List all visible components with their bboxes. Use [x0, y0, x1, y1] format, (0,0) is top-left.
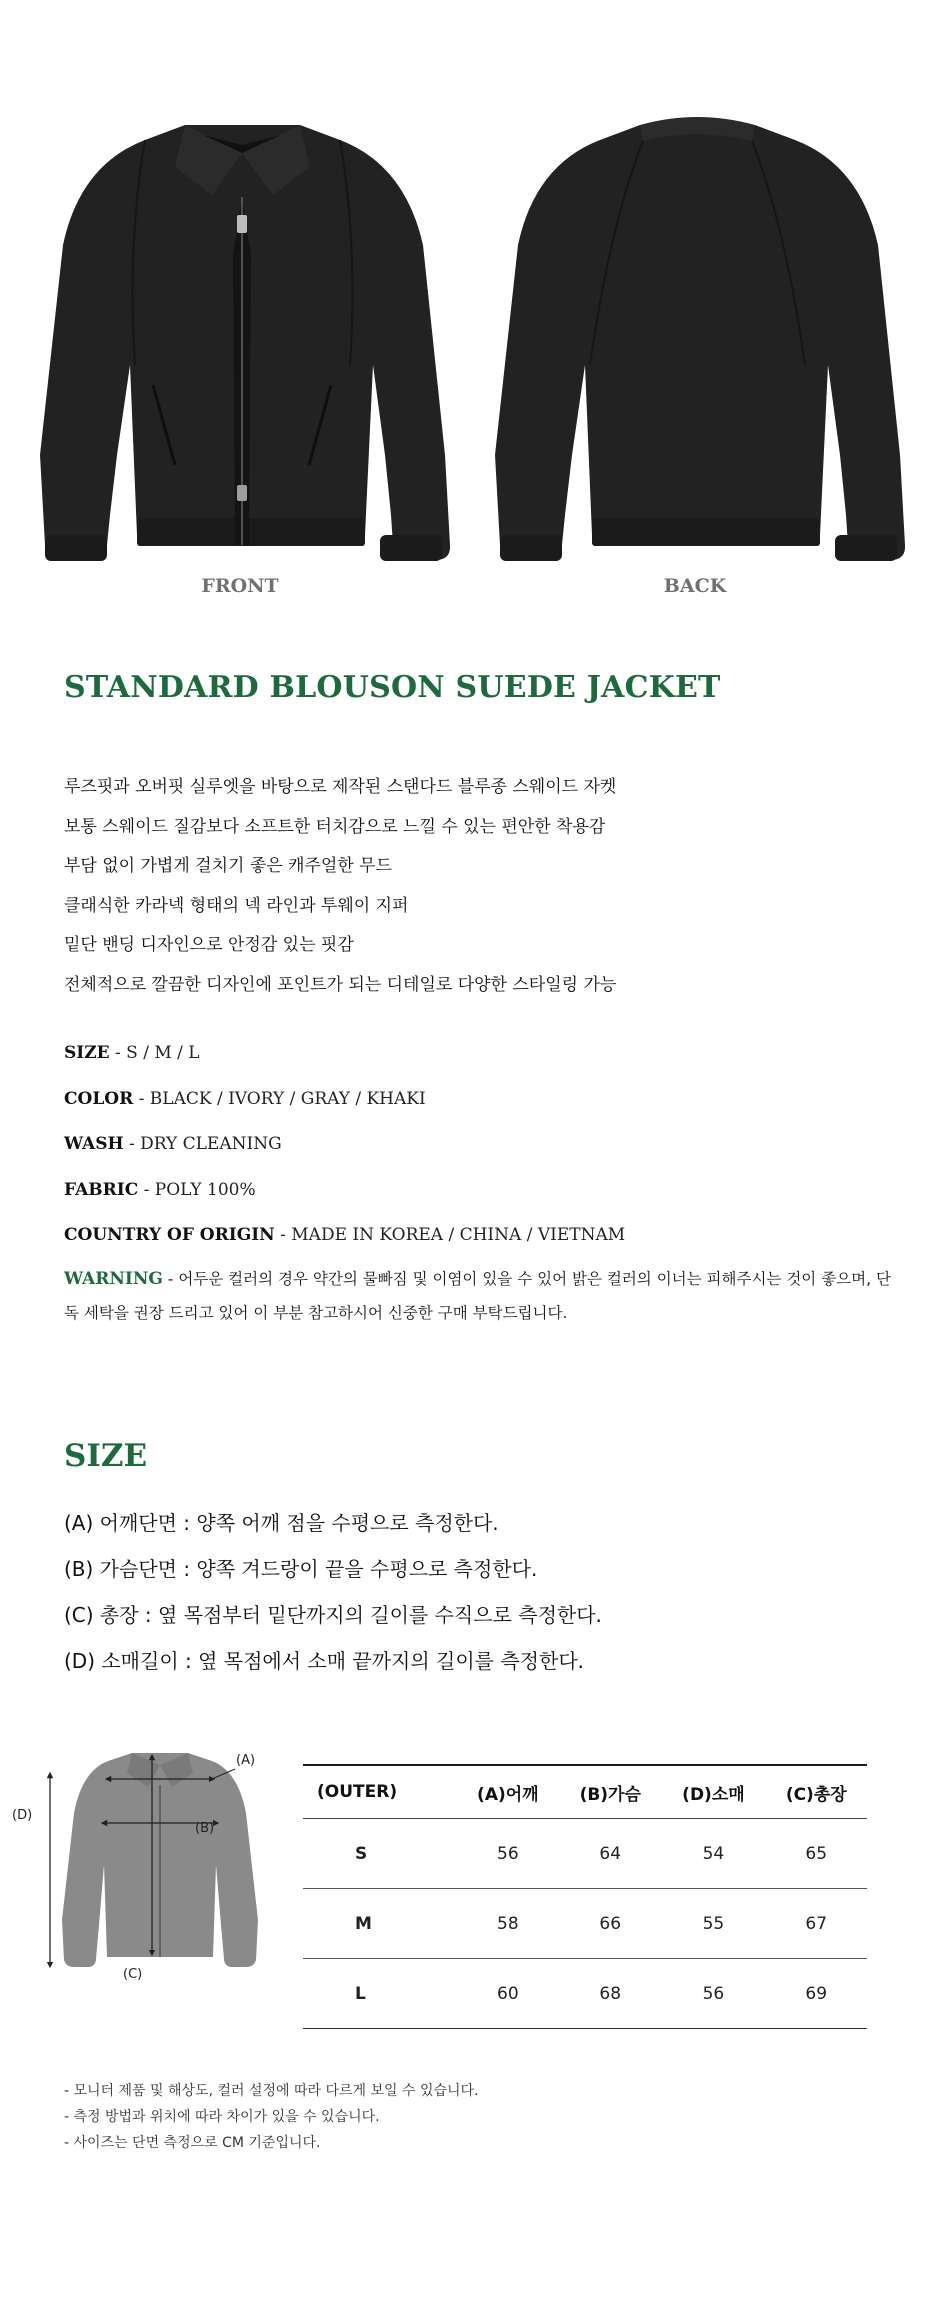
description-line: 클래식한 카라넥 형태의 넥 라인과 투웨이 지퍼	[64, 895, 409, 916]
value-cell: 58	[497, 1913, 519, 1934]
measurement-guide	[64, 1500, 602, 1684]
table-row	[303, 1819, 867, 1889]
column-header: (A)어깨	[477, 1784, 539, 1805]
size-table	[303, 1764, 867, 2029]
mark-b: (B)	[195, 1821, 215, 1836]
value-cell: 66	[599, 1913, 622, 1934]
value-cell: 68	[599, 1983, 622, 2004]
front-view-label: FRONT	[201, 575, 279, 597]
measurement-item: (D) 소매길이 : 옆 목점에서 소매 끝까지의 길이를 측정한다.	[64, 1649, 585, 1673]
description-line: 밑단 밴딩 디자인으로 안정감 있는 핏감	[64, 935, 354, 956]
size-notes	[64, 2078, 479, 2156]
description-line: 전체적으로 깔끔한 디자인에 포인트가 되는 디테일로 다양한 스타일링 가능	[64, 974, 617, 995]
jacket-front-image	[35, 105, 450, 580]
column-header: (D)소매	[682, 1784, 745, 1805]
mark-c: (C)	[123, 1967, 143, 1982]
spec-value: - POLY 100%	[138, 1179, 256, 1200]
spec-value: - BLACK / IVORY / GRAY / KHAKI	[133, 1088, 426, 1109]
column-header: (OUTER)	[317, 1782, 398, 1802]
note-item: - 사이즈는 단면 측정으로 CM 기준입니다.	[64, 2135, 321, 2151]
spec-color	[64, 1084, 625, 1130]
value-cell: 65	[805, 1843, 828, 1864]
care-warning	[64, 1262, 894, 1330]
value-cell: 67	[805, 1913, 828, 1934]
size-heading: SIZE	[64, 1438, 148, 1474]
spec-value: - MADE IN KOREA / CHINA / VIETNAM	[274, 1225, 626, 1245]
measurement-item: (B) 가슴단면 : 양쪽 겨드랑이 끝을 수평으로 측정한다.	[64, 1557, 538, 1581]
spec-wash	[64, 1129, 625, 1175]
value-cell: 56	[497, 1843, 519, 1864]
spec-fabric	[64, 1175, 625, 1221]
spec-value: - DRY CLEANING	[123, 1134, 282, 1154]
back-view-label: BACK	[663, 575, 727, 597]
table-row	[303, 1889, 867, 1959]
spec-list	[64, 1038, 625, 1266]
warning-label: WARNING	[64, 1269, 163, 1289]
note-item: - 측정 방법과 위치에 따라 차이가 있을 수 있습니다.	[64, 2109, 380, 2125]
column-header: (C)총장	[785, 1784, 847, 1805]
value-cell: 60	[497, 1983, 519, 2004]
warning-text: - 어두운 컬러의 경우 약간의 물빠짐 및 이염이 있을 수 있어 밝은 컬러의 이너는 피해주시는 것이 좋으며, 단독 세탁을 권장 드리고 있어 이 부분 참고하시어 신중한 구매 부탁드립니다.	[64, 1270, 891, 1322]
note-item: - 모니터 제품 및 해상도, 컬러 설정에 따라 다르게 보일 수 있습니다.	[64, 2083, 479, 2099]
product-description	[64, 768, 616, 1006]
size-cell: S	[355, 1843, 368, 1864]
size-cell: L	[355, 1983, 366, 2004]
mark-d: (D)	[12, 1808, 33, 1823]
column-header: (B)가슴	[579, 1784, 641, 1805]
mark-a: (A)	[236, 1753, 256, 1768]
spec-size	[64, 1038, 625, 1084]
measurement-item: (C) 총장 : 옆 목점부터 밑단까지의 길이를 수직으로 측정한다.	[64, 1603, 602, 1627]
description-line: 루즈핏과 오버핏 실루엣을 바탕으로 제작된 스탠다드 블루종 스웨이드 자켓	[64, 777, 617, 797]
description-line: 부담 없이 가볍게 걸치기 좋은 캐주얼한 무드	[64, 856, 393, 877]
spec-key: COLOR	[64, 1088, 134, 1109]
description-line: 보통 스웨이드 질감보다 소프트한 터치감으로 느낄 수 있는 편안한 착용감	[64, 816, 606, 837]
value-cell: 69	[805, 1983, 828, 2004]
table-header-row	[303, 1765, 867, 1819]
spec-key: SIZE	[64, 1043, 110, 1063]
table-row	[303, 1959, 867, 2029]
value-cell: 64	[599, 1843, 622, 1864]
spec-key: WASH	[64, 1134, 124, 1154]
size-diagram	[10, 1735, 280, 1990]
value-cell: 54	[702, 1843, 725, 1864]
spec-origin	[64, 1220, 625, 1266]
value-cell: 56	[702, 1983, 725, 2004]
measurement-item: (A) 어깨단면 : 양쪽 어깨 점을 수평으로 측정한다.	[64, 1511, 499, 1535]
spec-value: - S / M / L	[109, 1043, 200, 1063]
product-title: STANDARD BLOUSON SUEDE JACKET	[64, 670, 721, 705]
value-cell: 55	[702, 1913, 725, 1934]
spec-key: FABRIC	[64, 1179, 139, 1200]
spec-key: COUNTRY OF ORIGIN	[64, 1225, 275, 1245]
jacket-back-image	[490, 105, 905, 580]
size-cell: M	[355, 1913, 372, 1934]
